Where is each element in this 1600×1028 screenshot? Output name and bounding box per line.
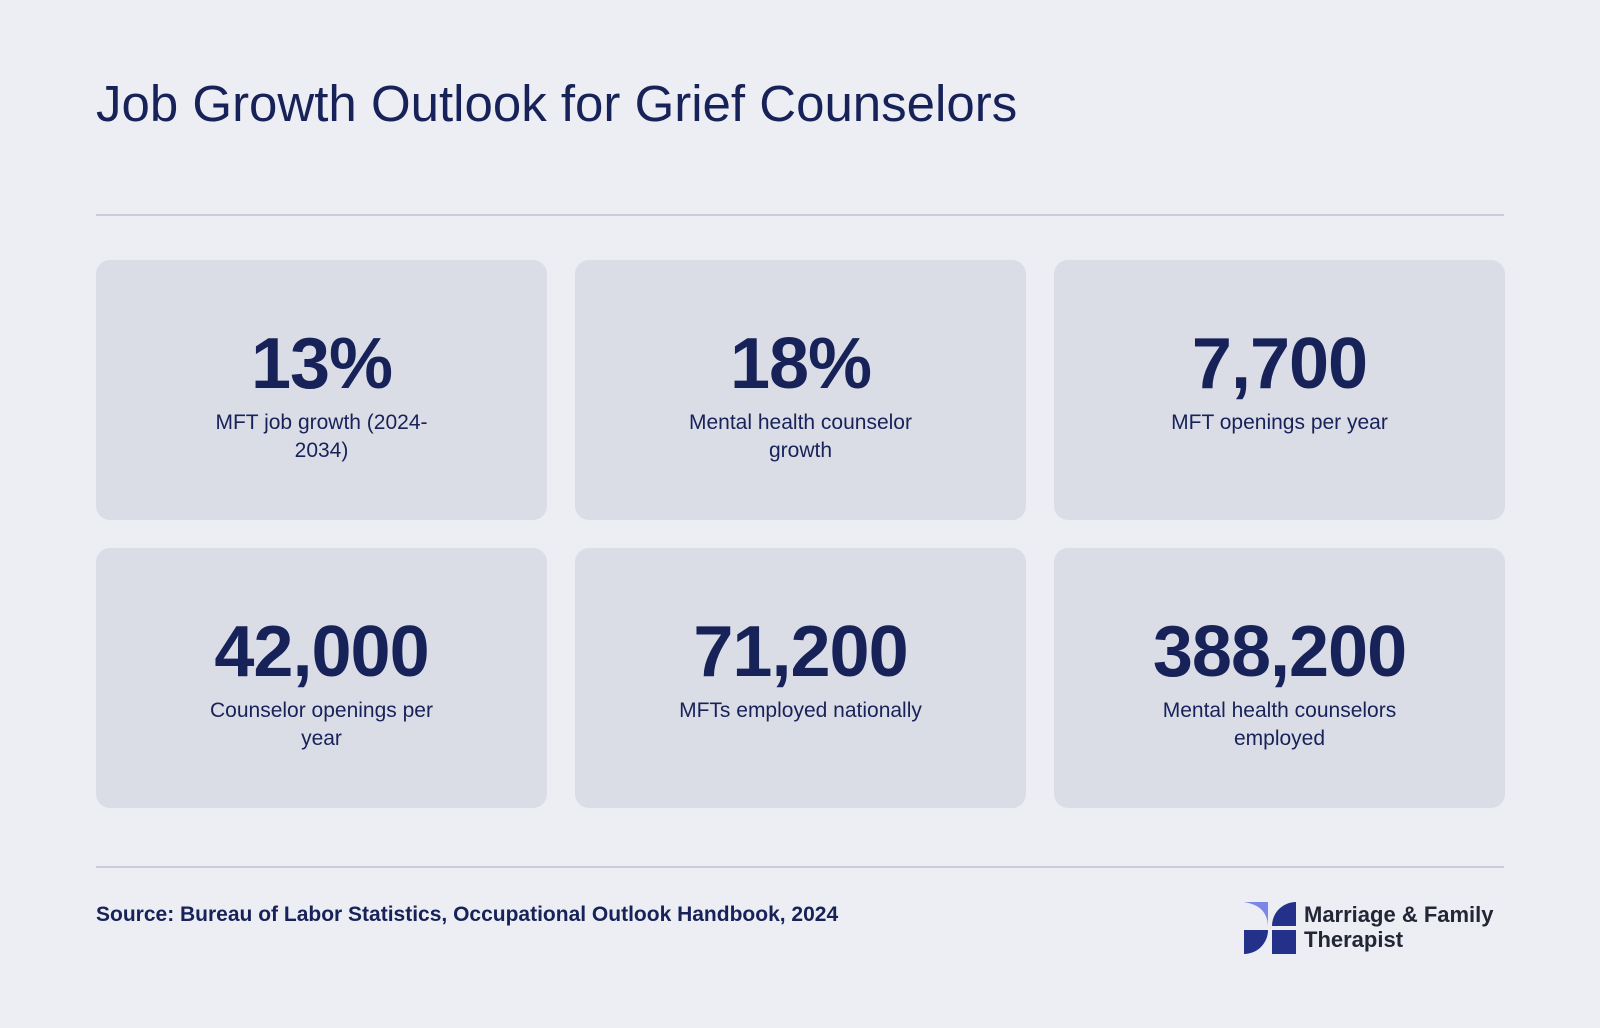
brand-name-line1: Marriage & Family	[1304, 902, 1494, 927]
top-divider	[96, 214, 1504, 216]
stat-label: MFT openings per year	[1171, 411, 1388, 434]
stat-card-mft-growth	[96, 260, 547, 520]
brand-logo[interactable]	[1244, 902, 1504, 954]
stat-label: Mental health counselors employed	[1162, 699, 1397, 750]
page-title: Job Growth Outlook for Grief Counselors	[96, 75, 1018, 132]
stat-label: Counselor openings per year	[210, 699, 433, 750]
stat-card-counselor-growth	[575, 260, 1026, 520]
brand-name-line2: Therapist	[1304, 927, 1404, 952]
bottom-divider	[96, 866, 1504, 868]
stat-value: 388,200	[1152, 612, 1407, 692]
stats-grid	[96, 260, 1504, 808]
stat-card-mfts-employed	[575, 548, 1026, 808]
brand-name	[1304, 902, 1494, 952]
source-citation: Source: Bureau of Labor Statistics, Occupational Outlook Handbook, 2024	[96, 903, 839, 926]
stat-value: 18%	[729, 324, 872, 404]
stat-label: MFTs employed nationally	[679, 699, 922, 722]
stat-value: 71,200	[693, 612, 908, 692]
stat-card-counselors-employed	[1054, 548, 1505, 808]
stat-value: 42,000	[214, 612, 429, 692]
stat-card-counselor-openings	[96, 548, 547, 808]
stat-label: MFT job growth (2024-2034)	[215, 411, 428, 462]
stat-value: 7,700	[1191, 324, 1368, 404]
stat-value: 13%	[250, 324, 393, 404]
stat-card-mft-openings	[1054, 260, 1505, 520]
pinwheel-logo-icon	[1244, 902, 1296, 954]
stat-label: Mental health counselor growth	[689, 411, 912, 462]
